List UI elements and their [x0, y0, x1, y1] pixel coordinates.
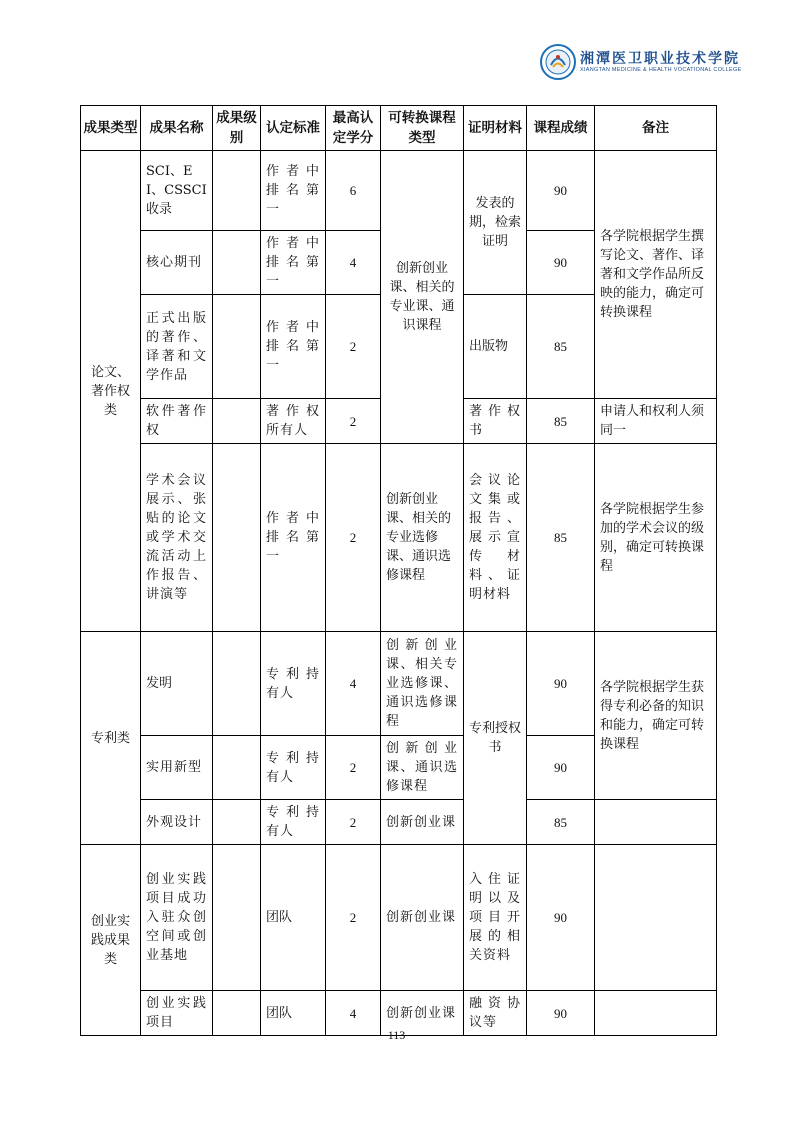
college-logo: [540, 44, 742, 82]
course-type-cell: 创新创业课: [381, 800, 464, 845]
level-cell: [213, 399, 261, 444]
credit-cell: 2: [326, 295, 381, 399]
note-cell: 各学院根据学生撰写论文、著作、译著和文学作品所反映的能力，确定可转换课程: [595, 151, 717, 399]
proof-cell: 入住证明以及项目开展的相关资料: [464, 845, 527, 991]
credit-cell: 4: [326, 231, 381, 295]
course-type-cell: 创新创业课、相关专业选修课、通识选修课程: [381, 632, 464, 736]
credit-cell: 2: [326, 736, 381, 800]
score-cell: 90: [527, 151, 595, 231]
credit-cell: 2: [326, 399, 381, 444]
table-row: [81, 800, 717, 845]
level-cell: [213, 845, 261, 991]
header-cell: 成果名称: [141, 106, 213, 151]
score-cell: 90: [527, 845, 595, 991]
credit-cell: 2: [326, 845, 381, 991]
table-row: [81, 151, 717, 231]
name-cell: SCI、EI、CSSCI收录: [141, 151, 213, 231]
standard-cell: 作者中排名第一: [261, 231, 326, 295]
credit-cell: 6: [326, 151, 381, 231]
score-cell: 90: [527, 231, 595, 295]
credit-conversion-table: [80, 105, 717, 1036]
standard-cell: 作者中排名第一: [261, 151, 326, 231]
note-cell: [595, 800, 717, 845]
course-type-cell: 创新创业课: [381, 845, 464, 991]
name-cell: 软件著作权: [141, 399, 213, 444]
college-emblem-icon: [540, 44, 576, 80]
course-type-cell: 创新创业课、相关的专业课、通识课程: [381, 151, 464, 444]
name-cell: 核心期刊: [141, 231, 213, 295]
proof-cell: 发表的期，检索证明: [464, 151, 527, 295]
proof-cell: 融资协议等: [464, 991, 527, 1036]
credit-cell: 4: [326, 991, 381, 1036]
header-cell: 成果类型: [81, 106, 141, 151]
standard-cell: 作者中排名第一: [261, 444, 326, 632]
proof-cell: 专利授权书: [464, 632, 527, 845]
header-cell: 可转换课程类型: [381, 106, 464, 151]
name-cell: 创业实践项目: [141, 991, 213, 1036]
standard-cell: 作者中排名第一: [261, 295, 326, 399]
score-cell: 90: [527, 991, 595, 1036]
header-cell: 认定标准: [261, 106, 326, 151]
course-type-cell: 创新创业课、通识选修课程: [381, 736, 464, 800]
standard-cell: 专利持有人: [261, 632, 326, 736]
table-row: [81, 845, 717, 991]
score-cell: 90: [527, 632, 595, 736]
group-paper: 论文、著作权类: [81, 151, 141, 632]
header-cell: 证明材料: [464, 106, 527, 151]
standard-cell: 专利持有人: [261, 800, 326, 845]
proof-cell: 会议论文集或报告、展示宣传材料、证明材料: [464, 444, 527, 632]
course-type-cell: 创新创业课: [381, 991, 464, 1036]
logo-chinese-name: 湘潭医卫职业技术学院: [580, 51, 740, 67]
header-cell: 最高认定学分: [326, 106, 381, 151]
level-cell: [213, 444, 261, 632]
note-cell: 申请人和权利人须同一: [595, 399, 717, 444]
name-cell: 发明: [141, 632, 213, 736]
name-cell: 正式出版的著作、译著和文学作品: [141, 295, 213, 399]
group-patent: 专利类: [81, 632, 141, 845]
standard-cell: 团队: [261, 845, 326, 991]
course-type-cell: 创新创业课、相关的专业选修课、通识选修课程: [381, 444, 464, 632]
table-row: [81, 444, 717, 632]
score-cell: 85: [527, 295, 595, 399]
header-cell: 成果级别: [213, 106, 261, 151]
group-venture: 创业实践成果类: [81, 845, 141, 1036]
score-cell: 90: [527, 736, 595, 800]
name-cell: 创业实践项目成功入驻众创空间或创业基地: [141, 845, 213, 991]
credit-cell: 4: [326, 632, 381, 736]
header-cell: 课程成绩: [527, 106, 595, 151]
name-cell: 实用新型: [141, 736, 213, 800]
level-cell: [213, 295, 261, 399]
note-cell: 各学院根据学生获得专利必备的知识和能力，确定可转换课程: [595, 632, 717, 800]
header-cell: 备注: [595, 106, 717, 151]
proof-cell: 著作权书: [464, 399, 527, 444]
page-number: 113: [387, 1028, 406, 1042]
standard-cell: 团队: [261, 991, 326, 1036]
standard-cell: 著作权所有人: [261, 399, 326, 444]
name-cell: 学术会议展示、张贴的论文或学术交流活动上作报告、讲演等: [141, 444, 213, 632]
level-cell: [213, 632, 261, 736]
score-cell: 85: [527, 444, 595, 632]
logo-english-name: XIANGTAN MEDICINE & HEALTH VOCATIONAL COLLEGE: [580, 67, 742, 73]
credit-cell: 2: [326, 800, 381, 845]
table-header-row: [81, 106, 717, 151]
name-cell: 外观设计: [141, 800, 213, 845]
note-cell: 各学院根据学生参加的学术会议的级别，确定可转换课程: [595, 444, 717, 632]
score-cell: 85: [527, 399, 595, 444]
level-cell: [213, 736, 261, 800]
table-row: [81, 632, 717, 736]
score-cell: 85: [527, 800, 595, 845]
note-cell: [595, 845, 717, 991]
level-cell: [213, 231, 261, 295]
level-cell: [213, 151, 261, 231]
standard-cell: 专利持有人: [261, 736, 326, 800]
level-cell: [213, 800, 261, 845]
proof-cell: 出版物: [464, 295, 527, 399]
credit-cell: 2: [326, 444, 381, 632]
